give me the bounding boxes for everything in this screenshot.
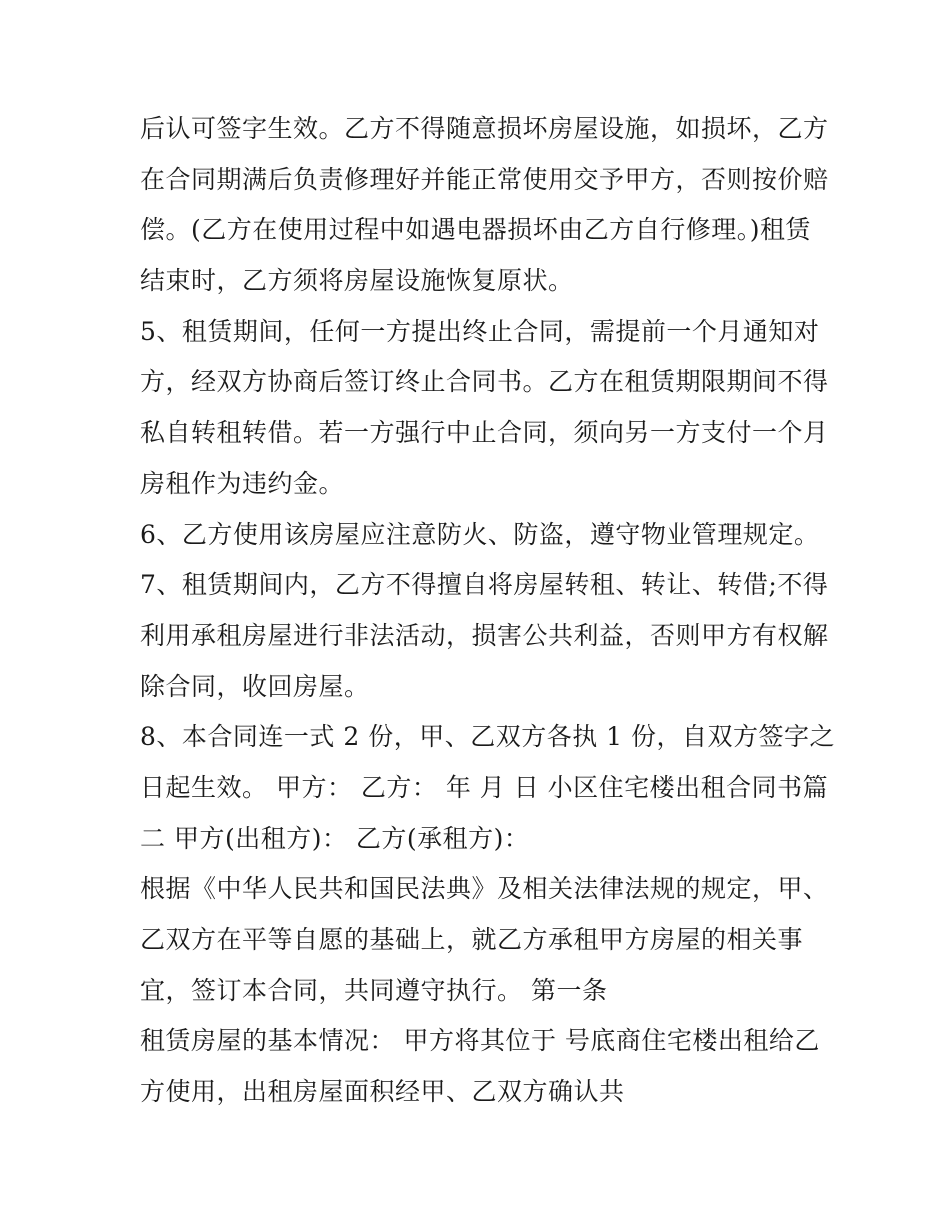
text-line: 利用承租房屋进行非法活动，损害公共利益，否则甲方有权解	[140, 620, 829, 650]
text-line: 乙双方在平等自愿的基础上，就乙方承租甲方房屋的相关事	[140, 925, 804, 954]
text-line: 除合同，收回房屋。	[140, 671, 370, 701]
text-line: 租赁房屋的基本情况： 甲方将其位于 号底商住宅楼出租给乙	[140, 1026, 820, 1056]
text-line: 方，经双方协商后签订终止合同书。乙方在租赁期限期间不得	[140, 367, 829, 397]
text-line: 偿。(乙方在使用过程中如遇电器损坏由乙方自行修理。)租赁	[140, 215, 812, 245]
clause-7-line: 7、租赁期间内，乙方不得擅自将房屋转租、转让、转借;不得	[140, 570, 829, 600]
text-line: 私自转租转借。若一方强行中止合同，须向另一方支付一个月	[140, 418, 829, 448]
text-line: 结束时，乙方须将房屋设施恢复原状。	[140, 266, 574, 296]
text-line: 根据《中华人民共和国民法典》及相关法律法规的规定，甲、	[140, 874, 829, 904]
clause-6-line: 6、乙方使用该房屋应注意防火、防盗，遵守物业管理规定。	[140, 519, 820, 549]
parties-line: 二 甲方(出租方)： 乙方(承租方)：	[140, 823, 530, 853]
text-line: 后认可签字生效。乙方不得随意损坏房屋设施，如损坏，乙方	[140, 114, 829, 143]
contract-body	[140, 104, 836, 1118]
text-line: 宜，签订本合同，共同遵守执行。 第一条	[140, 975, 608, 1005]
text-line: 日起生效。 甲方： 乙方： 年 月 日 小区住宅楼出租合同书篇	[140, 772, 829, 802]
clause-8-line: 8、本合同连一式 2 份，甲、乙双方各执 1 份，自双方签字之	[140, 722, 836, 752]
clause-5-line: 5、租赁期间，任何一方提出终止合同，需提前一个月通知对	[140, 316, 820, 346]
text-line: 方使用，出租房屋面积经甲、乙双方确认共	[140, 1077, 625, 1107]
text-line: 在合同期满后负责修理好并能正常使用交予甲方，否则按价赔	[140, 164, 829, 194]
text-line: 房租作为违约金。	[140, 468, 345, 498]
